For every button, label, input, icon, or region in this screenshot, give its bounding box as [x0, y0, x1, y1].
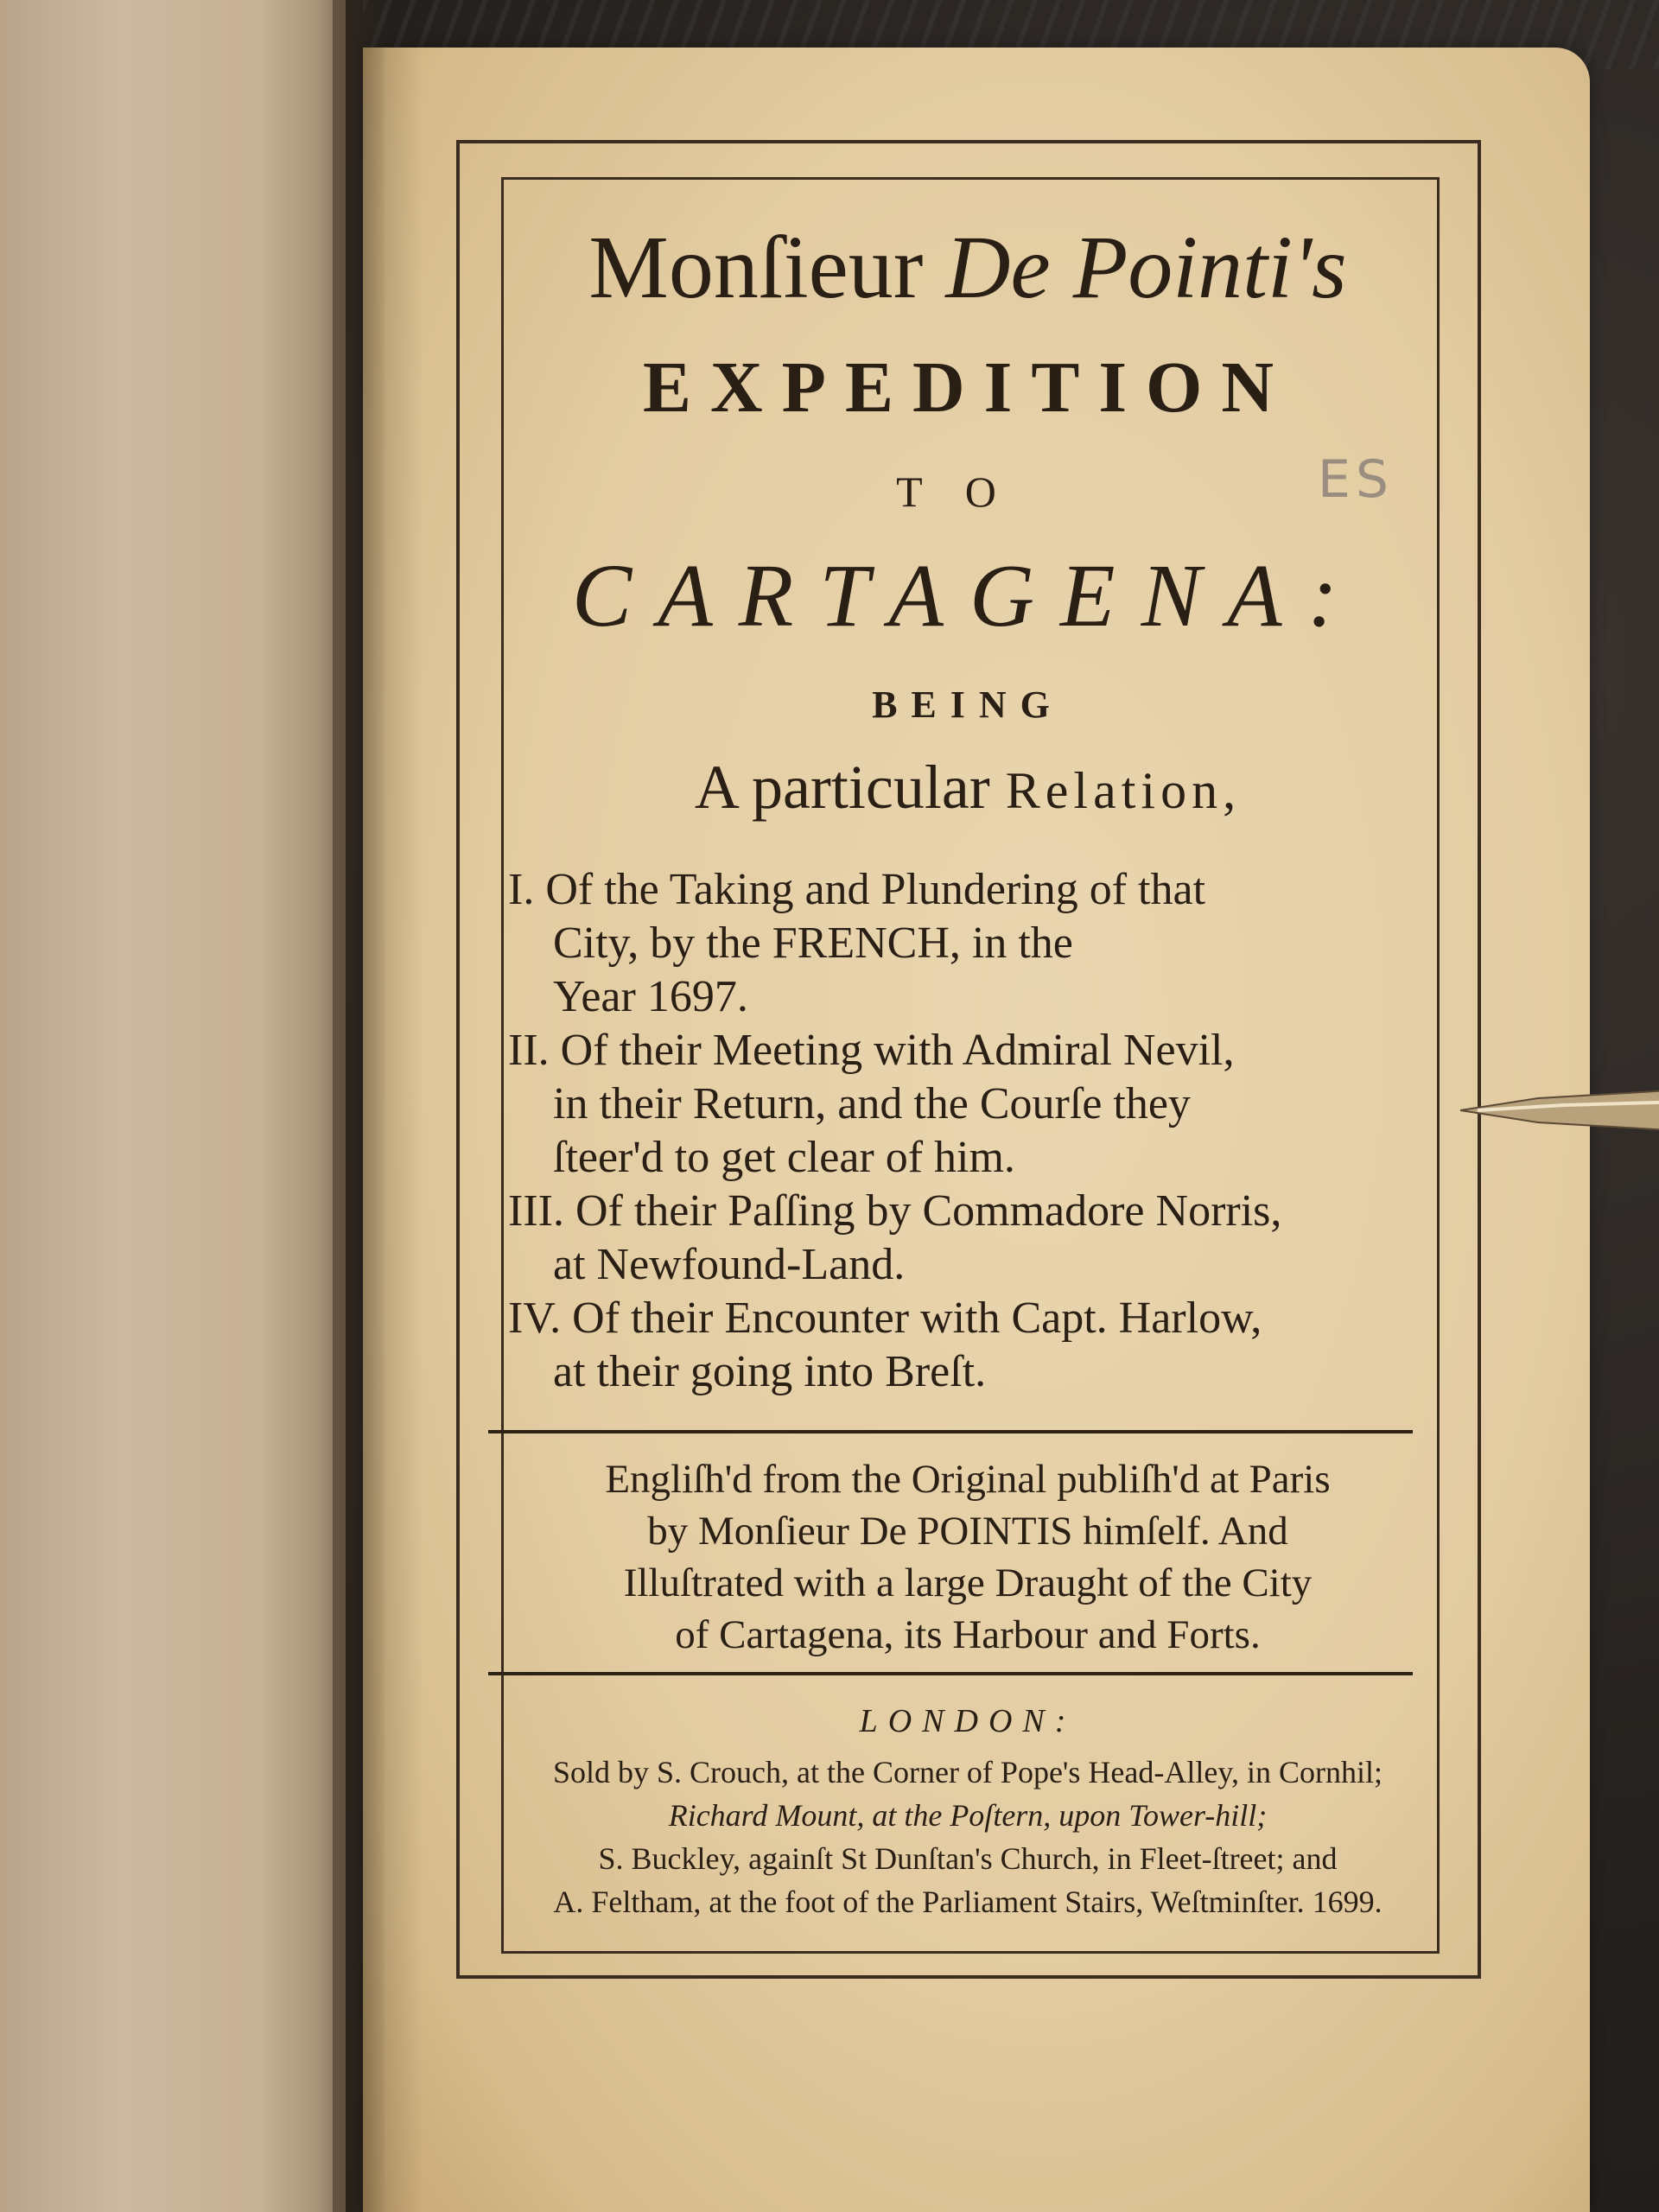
publication-line-3: Illuſtrated with a large Draught of the City [623, 1560, 1313, 1605]
publication-line-1: Engliſh'd from the Original publiſh'd at Paris [605, 1457, 1331, 1502]
imprint-line-3: S. Buckley, againſt St Dunſtan's Church, in Fleet-ſtreet; and [598, 1841, 1338, 1876]
item-3-line-1: III. Of their Paſſing by Commadore Norris, [508, 1186, 1282, 1236]
imprint-line-1: Sold by S. Crouch, at the Corner of Pope's Head-Alley, in Cornhil; [552, 1755, 1383, 1789]
page-holder-tool [1460, 1084, 1659, 1136]
title-line-3: TO [896, 467, 1039, 516]
title-line-4: CARTAGENA: [571, 546, 1364, 645]
pencil-annotation: ES [1318, 449, 1394, 510]
imprint-line-4: A. Feltham, at the foot of the Parliament Stairs, Weſtminſter. 1699. [553, 1885, 1382, 1919]
book-gutter [333, 0, 385, 2212]
publication-line-4: of Cartagena, its Harbour and Forts. [675, 1612, 1261, 1657]
item-1-line-2: City, by the FRENCH, in the [553, 918, 1073, 968]
item-4-line-1: IV. Of their Encounter with Capt. Harlow, [508, 1294, 1262, 1343]
item-1-line-1: I. Of the Taking and Plundering of that [508, 865, 1206, 914]
imprint-city: LONDON: [859, 1703, 1077, 1739]
publication-line-2: by Monſieur De POINTIS himſelf. And [647, 1509, 1288, 1554]
divider-rule-2 [488, 1672, 1413, 1675]
item-2-line-1: II. Of their Meeting with Admiral Nevil, [508, 1026, 1235, 1075]
item-1-line-3: Year 1697. [553, 972, 748, 1021]
item-2-line-3: ſteer'd to get clear of him. [553, 1133, 1015, 1182]
being-line: BEING [872, 683, 1064, 726]
item-3-line-2: at Newfound-Land. [553, 1240, 906, 1289]
title-line-2: EXPEDITION [642, 347, 1294, 428]
item-4-line-2: at their going into Breſt. [553, 1347, 987, 1396]
left-facing-page [0, 0, 346, 2212]
item-2-line-2: in their Return, and the Courſe they [553, 1079, 1191, 1128]
title-line-1: Monſieur De Pointi's [588, 218, 1347, 317]
relation-line: A particular Relation, [694, 753, 1242, 822]
divider-rule-1 [488, 1430, 1413, 1433]
imprint-line-2: Richard Mount, at the Poſtern, upon Tower-hill; [668, 1798, 1268, 1833]
